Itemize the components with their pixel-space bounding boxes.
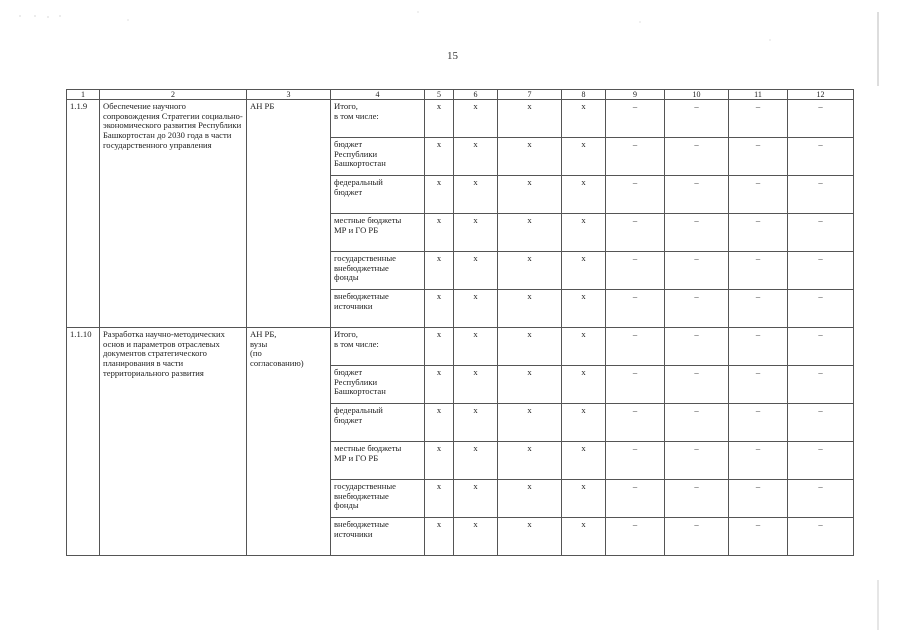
column-number: 2	[100, 90, 247, 100]
x-mark-cell: х	[562, 442, 606, 480]
x-mark-cell: х	[454, 290, 498, 328]
dash-cell: –	[665, 480, 729, 518]
dash-cell: –	[729, 328, 788, 366]
column-number: 3	[247, 90, 331, 100]
dash-cell: –	[665, 328, 729, 366]
dash-cell: –	[729, 176, 788, 214]
funding-source: федеральный бюджет	[331, 404, 425, 442]
funding-source: местные бюджеты МР и ГО РБ	[331, 442, 425, 480]
x-mark-cell: х	[498, 138, 562, 176]
dash-cell: –	[606, 138, 665, 176]
dash-cell: –	[729, 138, 788, 176]
x-mark-cell: х	[562, 100, 606, 138]
x-mark-cell: х	[425, 252, 454, 290]
dash-cell: –	[729, 442, 788, 480]
x-mark-cell: х	[454, 176, 498, 214]
funding-source: бюджет Республики Башкортостан	[331, 138, 425, 176]
dash-cell: –	[729, 518, 788, 556]
dash-cell: –	[606, 100, 665, 138]
item-executor: АН РБ, вузы (по согласованию)	[247, 328, 331, 556]
dash-cell: –	[729, 214, 788, 252]
x-mark-cell: х	[425, 138, 454, 176]
dash-cell: –	[788, 176, 854, 214]
x-mark-cell: х	[562, 214, 606, 252]
dash-cell: –	[665, 290, 729, 328]
x-mark-cell: х	[425, 518, 454, 556]
x-mark-cell: х	[425, 176, 454, 214]
dash-cell: –	[729, 366, 788, 404]
x-mark-cell: х	[454, 100, 498, 138]
x-mark-cell: х	[454, 328, 498, 366]
x-mark-cell: х	[498, 176, 562, 214]
column-number: 10	[665, 90, 729, 100]
x-mark-cell: х	[454, 442, 498, 480]
dash-cell: –	[606, 176, 665, 214]
x-mark-cell: х	[498, 100, 562, 138]
budget-table	[66, 89, 854, 556]
dash-cell: –	[665, 138, 729, 176]
dash-cell: –	[665, 518, 729, 556]
dash-cell: –	[606, 290, 665, 328]
dash-cell: –	[606, 252, 665, 290]
column-number: 6	[454, 90, 498, 100]
dash-cell: –	[606, 442, 665, 480]
x-mark-cell: х	[454, 138, 498, 176]
column-number: 4	[331, 90, 425, 100]
x-mark-cell: х	[454, 404, 498, 442]
table-row	[67, 100, 854, 138]
dash-cell: –	[606, 518, 665, 556]
dash-cell: –	[665, 214, 729, 252]
funding-source: внебюджетные источники	[331, 518, 425, 556]
x-mark-cell: х	[425, 404, 454, 442]
x-mark-cell: х	[425, 366, 454, 404]
funding-source: Итого, в том числе:	[331, 100, 425, 138]
page-number: 15	[447, 50, 458, 62]
item-description: Разработка научно-методических основ и параметров отраслевых документов стратегического планирования в части территориального развития	[100, 328, 247, 556]
x-mark-cell: х	[498, 328, 562, 366]
column-number: 1	[67, 90, 100, 100]
funding-source: федеральный бюджет	[331, 176, 425, 214]
dash-cell: –	[729, 404, 788, 442]
dash-cell: –	[606, 480, 665, 518]
dash-cell: –	[788, 290, 854, 328]
x-mark-cell: х	[498, 214, 562, 252]
dash-cell: –	[606, 214, 665, 252]
dash-cell: –	[606, 404, 665, 442]
item-code: 1.1.9	[67, 100, 100, 328]
dash-cell: –	[788, 328, 854, 366]
column-number: 5	[425, 90, 454, 100]
dash-cell: –	[729, 480, 788, 518]
funding-source: государственные внебюджетные фонды	[331, 480, 425, 518]
dash-cell: –	[665, 442, 729, 480]
funding-source: Итого, в том числе:	[331, 328, 425, 366]
x-mark-cell: х	[562, 480, 606, 518]
dash-cell: –	[788, 518, 854, 556]
dash-cell: –	[788, 100, 854, 138]
dash-cell: –	[665, 366, 729, 404]
column-number: 9	[606, 90, 665, 100]
item-description: Обеспечение научного сопровождения Стратегии социально-экономического развития Республики Башкортостан до 2030 года в части государственного управления	[100, 100, 247, 328]
x-mark-cell: х	[562, 404, 606, 442]
x-mark-cell: х	[498, 518, 562, 556]
dash-cell: –	[788, 366, 854, 404]
dash-cell: –	[606, 328, 665, 366]
x-mark-cell: х	[454, 480, 498, 518]
dash-cell: –	[665, 252, 729, 290]
item-executor: АН РБ	[247, 100, 331, 328]
table-row	[67, 328, 854, 366]
x-mark-cell: х	[454, 366, 498, 404]
x-mark-cell: х	[562, 290, 606, 328]
dash-cell: –	[788, 252, 854, 290]
x-mark-cell: х	[454, 252, 498, 290]
x-mark-cell: х	[562, 518, 606, 556]
x-mark-cell: х	[562, 328, 606, 366]
x-mark-cell: х	[454, 518, 498, 556]
x-mark-cell: х	[425, 442, 454, 480]
x-mark-cell: х	[454, 214, 498, 252]
column-number: 7	[498, 90, 562, 100]
dash-cell: –	[606, 366, 665, 404]
funding-source: государственные внебюджетные фонды	[331, 252, 425, 290]
x-mark-cell: х	[562, 366, 606, 404]
column-number: 12	[788, 90, 854, 100]
x-mark-cell: х	[425, 290, 454, 328]
dash-cell: –	[788, 214, 854, 252]
x-mark-cell: х	[498, 252, 562, 290]
x-mark-cell: х	[425, 214, 454, 252]
dash-cell: –	[665, 404, 729, 442]
dash-cell: –	[788, 442, 854, 480]
item-code: 1.1.10	[67, 328, 100, 556]
dash-cell: –	[665, 100, 729, 138]
column-number: 8	[562, 90, 606, 100]
x-mark-cell: х	[498, 366, 562, 404]
x-mark-cell: х	[562, 252, 606, 290]
dash-cell: –	[729, 252, 788, 290]
x-mark-cell: х	[425, 480, 454, 518]
funding-source: бюджет Республики Башкортостан	[331, 366, 425, 404]
funding-source: внебюджетные источники	[331, 290, 425, 328]
dash-cell: –	[665, 176, 729, 214]
x-mark-cell: х	[498, 480, 562, 518]
dash-cell: –	[729, 100, 788, 138]
x-mark-cell: х	[498, 404, 562, 442]
x-mark-cell: х	[498, 442, 562, 480]
x-mark-cell: х	[425, 100, 454, 138]
x-mark-cell: х	[562, 138, 606, 176]
x-mark-cell: х	[562, 176, 606, 214]
x-mark-cell: х	[498, 290, 562, 328]
column-number: 11	[729, 90, 788, 100]
x-mark-cell: х	[425, 328, 454, 366]
dash-cell: –	[788, 480, 854, 518]
dash-cell: –	[788, 138, 854, 176]
dash-cell: –	[788, 404, 854, 442]
dash-cell: –	[729, 290, 788, 328]
column-number-row	[67, 90, 854, 100]
funding-source: местные бюджеты МР и ГО РБ	[331, 214, 425, 252]
